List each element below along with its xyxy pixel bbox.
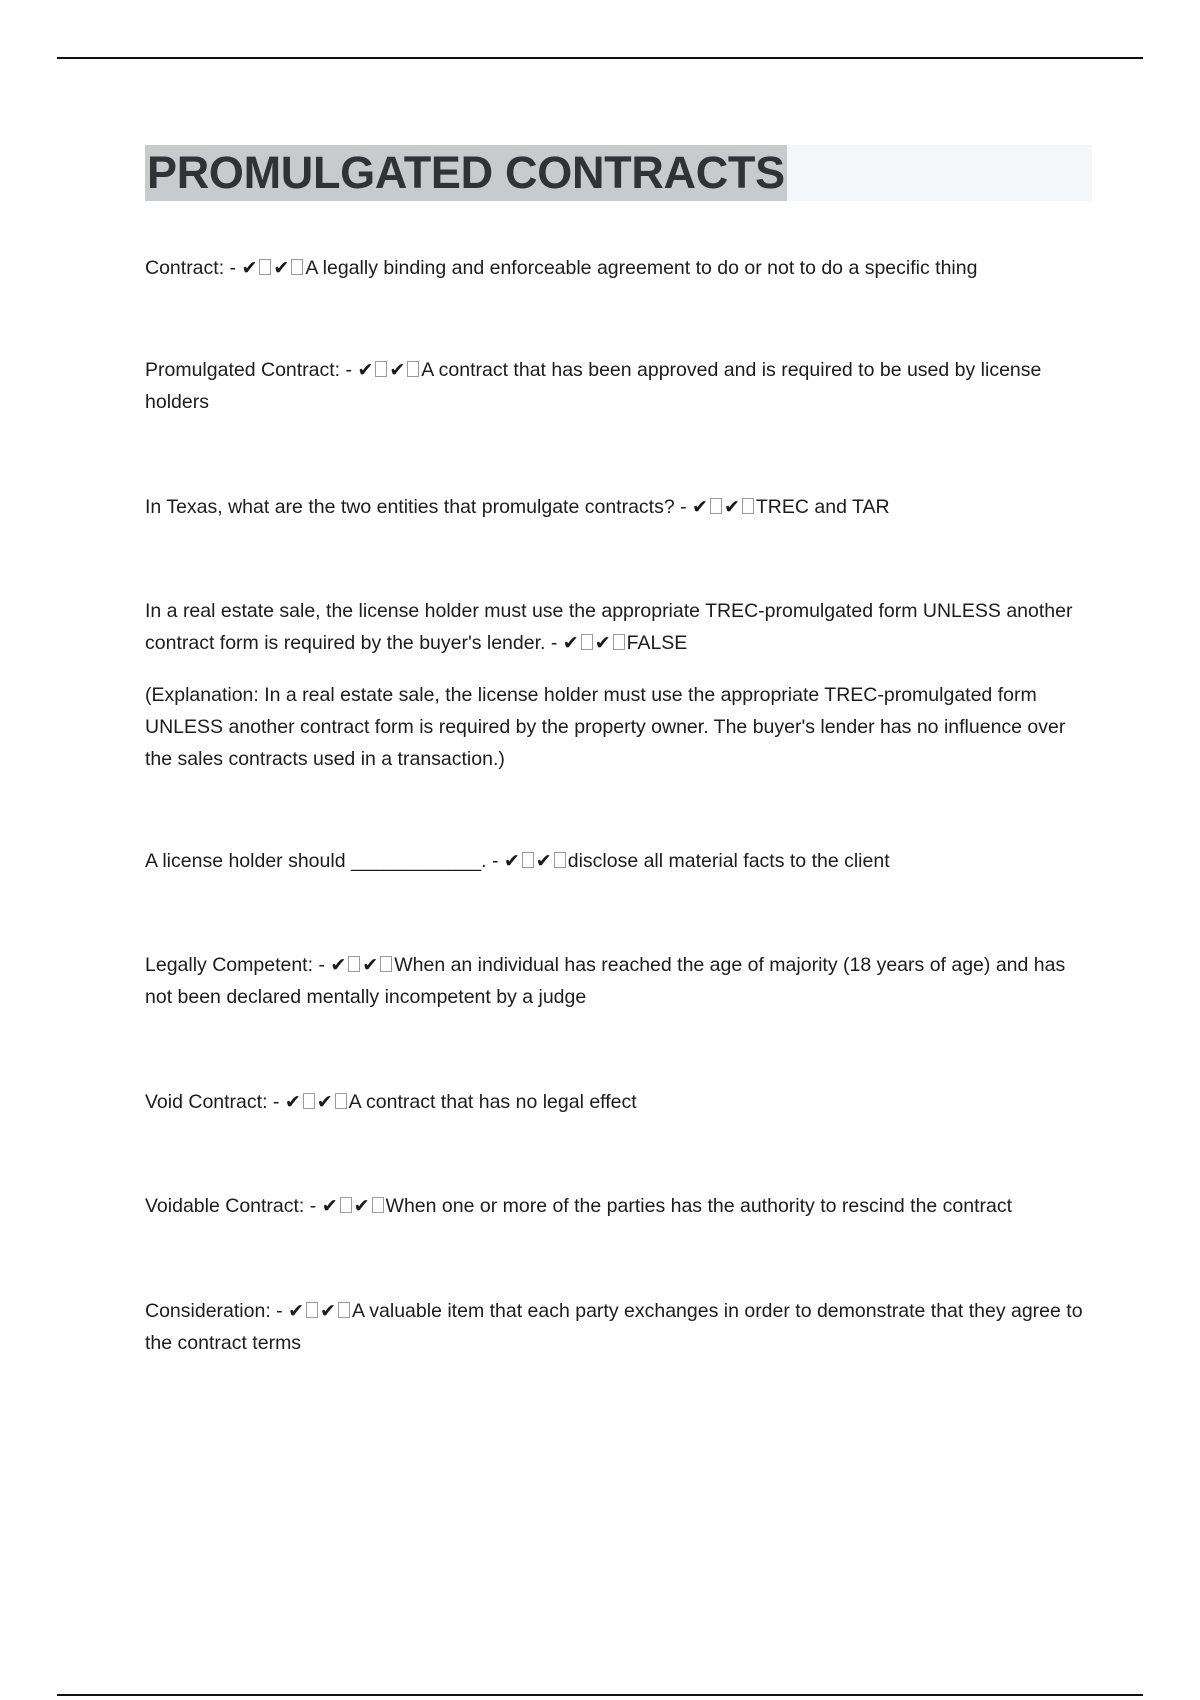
separator: - [313, 954, 331, 976]
separator: - [270, 1300, 289, 1322]
qa-card-legally-competent [145, 949, 1085, 1013]
check-icon: ✔ [241, 257, 258, 279]
box-icon [372, 1197, 384, 1213]
qa-line [145, 252, 1085, 284]
check-icon: ✔ [353, 1195, 370, 1217]
box-icon [338, 1302, 350, 1318]
check-icon: ✔ [723, 496, 740, 518]
box-icon [303, 1093, 315, 1109]
separator: - [304, 1195, 322, 1217]
explanation-text: (Explanation: In a real estate sale, the license holder must use the appropriate TREC-promulgated form UNLESS another contract form is required by the property owner. The buyer's lender has no influence over the sales contracts used in a transaction.) [145, 684, 1066, 770]
box-icon [613, 634, 625, 650]
qa-line [145, 491, 1085, 523]
answer-text: A valuable item that each party exchanges in order to demonstrate that they agree to the contract terms [145, 1300, 1083, 1354]
check-icon: ✔ [273, 257, 290, 279]
answer-text: A contract that has no legal effect [348, 1091, 637, 1113]
answer-marks [357, 359, 421, 381]
qa-line [145, 1295, 1085, 1359]
answer-marks [563, 632, 627, 654]
box-icon [375, 361, 387, 377]
question-text: Contract: [145, 257, 225, 279]
answer-text: When one or more of the parties has the authority to rescind the contract [385, 1195, 1013, 1217]
qa-card-voidable-contract [145, 1190, 1085, 1222]
qa-line [145, 949, 1085, 1013]
qa-line [145, 1086, 1085, 1118]
check-icon: ✔ [503, 850, 520, 872]
answer-marks [241, 257, 305, 279]
check-icon: ✔ [362, 954, 379, 976]
question-text: Consideration: [145, 1300, 271, 1322]
separator: - [224, 257, 242, 279]
qa-card-void-contract [145, 1086, 1085, 1118]
check-icon: ✔ [562, 632, 579, 654]
answer-marks [322, 1195, 386, 1217]
question-text: Legally Competent: [145, 954, 314, 976]
page-title: PROMULGATED CONTRACTS [145, 145, 787, 201]
box-icon [335, 1093, 347, 1109]
box-icon [581, 634, 593, 650]
separator: - [486, 850, 504, 872]
check-icon: ✔ [594, 632, 611, 654]
check-icon: ✔ [330, 954, 347, 976]
top-rule [57, 57, 1143, 59]
answer-marks [288, 1300, 352, 1322]
answer-text: disclose all material facts to the client [567, 850, 890, 872]
answer-marks [330, 954, 394, 976]
box-icon [554, 852, 566, 868]
qa-card-consideration [145, 1295, 1085, 1359]
check-icon: ✔ [535, 850, 552, 872]
box-icon [291, 259, 303, 275]
qa-line [145, 845, 1085, 877]
separator: - [674, 496, 693, 518]
check-icon: ✔ [321, 1195, 338, 1217]
answer-text: A legally binding and enforceable agreement to do or not to do a specific thing [305, 257, 978, 279]
answer-text: TREC and TAR [755, 496, 890, 518]
answer-text: When an individual has reached the age of majority (18 years of age) and has not been declared mentally incompetent by a judge [145, 954, 1066, 1008]
check-icon: ✔ [284, 1091, 301, 1113]
box-icon [380, 956, 392, 972]
check-icon: ✔ [692, 496, 708, 518]
question-text: Promulgated Contract: [145, 359, 341, 381]
question-text: In a real estate sale, the license holder must use the appropriate TREC-promulgated form UNLESS another contract form is required by the buyer's lender. [145, 600, 1073, 654]
check-icon: ✔ [320, 1300, 336, 1322]
qa-card-promulgated-contract [145, 354, 1085, 418]
qa-line [145, 1190, 1085, 1222]
box-icon [306, 1302, 318, 1318]
answer-text: A contract that has been approved and is required to be used by license holders [145, 359, 1042, 413]
answer-marks [504, 850, 568, 872]
box-icon [407, 361, 419, 377]
check-icon: ✔ [288, 1300, 305, 1322]
question-text: Voidable Contract: [145, 1195, 305, 1217]
box-icon [742, 498, 754, 514]
box-icon [348, 956, 360, 972]
separator: - [267, 1091, 285, 1113]
bottom-rule [57, 1694, 1143, 1696]
box-icon [340, 1197, 352, 1213]
answer-marks [692, 496, 756, 518]
check-icon: ✔ [389, 359, 406, 381]
qa-line [145, 354, 1085, 418]
qa-card-trec-form [145, 595, 1085, 775]
separator: - [545, 632, 563, 654]
qa-line [145, 595, 1085, 659]
box-icon [259, 259, 271, 275]
answer-text: FALSE [626, 632, 688, 654]
separator: - [340, 359, 358, 381]
box-icon [522, 852, 534, 868]
check-icon: ✔ [357, 359, 374, 381]
question-text: A license holder should ____________. [145, 850, 487, 872]
check-icon: ✔ [316, 1091, 333, 1113]
box-icon [710, 498, 722, 514]
qa-card-license-holder-should [145, 845, 1085, 877]
question-text: In Texas, what are the two entities that promulgate contracts? [145, 496, 675, 518]
qa-card-contract [145, 252, 1085, 284]
answer-marks [285, 1091, 349, 1113]
qa-card-texas-entities [145, 491, 1085, 523]
question-text: Void Contract: [145, 1091, 268, 1113]
